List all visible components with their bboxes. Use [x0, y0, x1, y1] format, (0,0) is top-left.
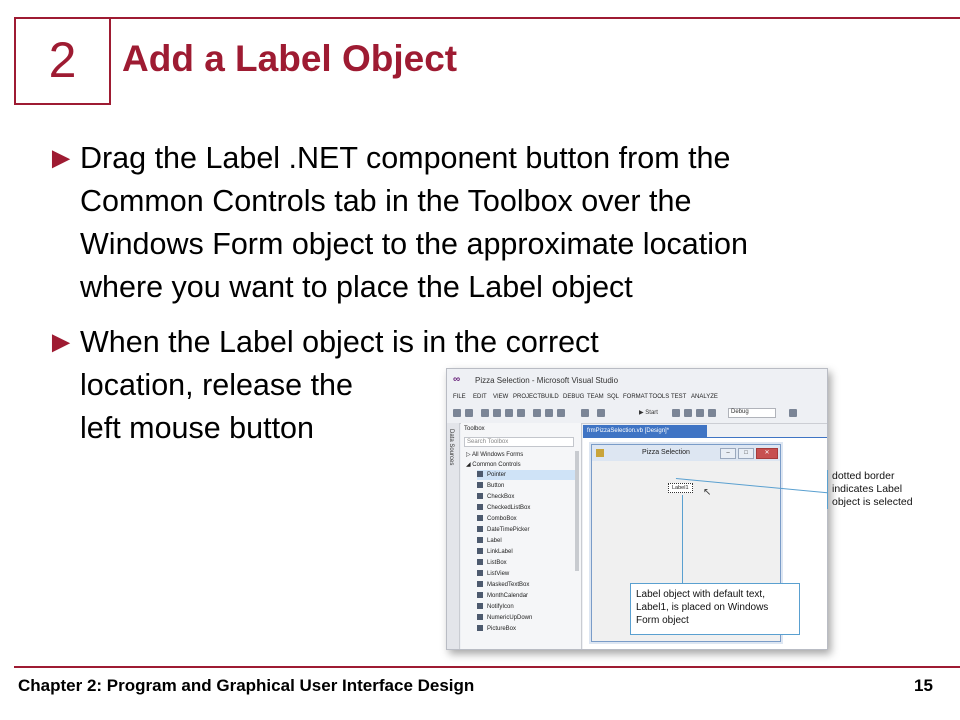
menu-debug[interactable]: DEBUG: [563, 394, 585, 400]
toolbox-search-input[interactable]: Search Toolbox: [464, 437, 574, 447]
label-icon: [477, 537, 483, 543]
toolbox-panel: [461, 423, 582, 649]
data-sources-label: Data Sources: [448, 429, 454, 466]
listbox-icon: [477, 559, 483, 565]
toolbox-item-notifyicon[interactable]: [477, 602, 575, 612]
toolbox-item-checkedlistbox[interactable]: [477, 503, 575, 513]
bullet-2-line-3: left mouse button: [80, 411, 314, 445]
save-all-icon[interactable]: [517, 409, 525, 417]
data-sources-tab[interactable]: [447, 423, 460, 649]
forward-icon[interactable]: [465, 409, 473, 417]
bullet-1-line-1: Drag the Label .NET component button from the: [80, 141, 731, 175]
cut-icon[interactable]: [533, 409, 541, 417]
menu-tools[interactable]: TOOLS: [649, 394, 670, 400]
toolbox-item-label: MonthCalendar: [487, 593, 529, 599]
bullet-1: [46, 137, 926, 309]
bullet-marker-icon: ►: [46, 141, 77, 175]
form-titlebar: [592, 445, 780, 461]
maskedtextbox-icon: [477, 581, 483, 587]
menu-format[interactable]: FORMAT: [623, 394, 648, 400]
find-icon[interactable]: [789, 409, 797, 417]
toolbox-item-datetimepicker[interactable]: [477, 525, 575, 535]
toolbox-item-label: NotifyIcon: [487, 604, 514, 610]
windows-form[interactable]: [591, 444, 781, 642]
toolbox-item-label: Pointer: [487, 472, 507, 478]
chapter-number: 2: [48, 32, 77, 88]
menu-project[interactable]: PROJECT: [513, 394, 542, 400]
menu-build[interactable]: BUILD: [541, 394, 559, 400]
pointer-icon: [477, 471, 483, 477]
notifyicon-icon: [477, 603, 483, 609]
toolbox-item-linklabel[interactable]: [477, 547, 575, 557]
paste-icon[interactable]: [557, 409, 565, 417]
page-number: 15: [914, 676, 933, 695]
toolbox-item-label: Button: [487, 483, 505, 489]
toolbox-item-label: NumericUpDown: [487, 615, 533, 621]
maximize-icon[interactable]: □: [738, 448, 754, 459]
bullet-1-line-2: Common Controls tab in the Toolbox over the: [80, 184, 692, 218]
vs-menu-bar: [447, 391, 827, 405]
toolbox-item-label: CheckedListBox: [487, 505, 531, 511]
vs-window-title: Pizza Selection - Microsoft Visual Studio: [475, 376, 619, 385]
toolbox-item-pointer[interactable]: [477, 470, 575, 480]
datetimepicker-icon: [477, 526, 483, 532]
picturebox-icon: [477, 625, 483, 631]
stop-icon[interactable]: [684, 409, 692, 417]
bullet-marker-icon: ►: [46, 325, 77, 359]
linklabel-icon: [477, 548, 483, 554]
bullet-2-line-2: location, release the: [80, 368, 353, 402]
undo-icon[interactable]: [581, 409, 589, 417]
toolbox-item-label: DateTimePicker: [487, 527, 530, 533]
start-button[interactable]: ▶ Start: [639, 410, 658, 416]
footer-rule: [14, 666, 960, 668]
visual-studio-logo-icon: ∞: [453, 374, 461, 385]
toolbox-item-label: ListView: [487, 571, 510, 577]
menu-team[interactable]: TEAM: [587, 394, 604, 400]
monthcalendar-icon: [477, 592, 483, 598]
callout-label-default-text: Label object with default text, Label1, is placed on Windows Form object: [630, 583, 800, 635]
toolbox-item-label: ComboBox: [487, 516, 517, 522]
close-icon[interactable]: ✕: [756, 448, 778, 459]
form-designer-surface: [583, 437, 827, 650]
new-project-icon[interactable]: [481, 409, 489, 417]
form-icon: [596, 449, 604, 457]
bullet-1-line-3: Windows Form object to the approximate location: [80, 227, 748, 261]
toolbox-scrollbar[interactable]: [575, 451, 579, 571]
save-icon[interactable]: [505, 409, 513, 417]
menu-view[interactable]: VIEW: [493, 394, 509, 400]
menu-edit[interactable]: EDIT: [473, 394, 487, 400]
chapter-box: [14, 17, 111, 105]
pause-icon[interactable]: [672, 409, 680, 417]
toolbox-item-label-control[interactable]: [477, 536, 575, 546]
toolbox-item-picturebox[interactable]: [477, 624, 575, 634]
menu-file[interactable]: FILE: [453, 394, 466, 400]
callout-connector: [682, 495, 683, 583]
toolbox-item-label: LinkLabel: [487, 549, 513, 555]
numericupdown-icon: [477, 614, 483, 620]
step-icon[interactable]: [708, 409, 716, 417]
toolbox-item-listbox[interactable]: [477, 558, 575, 568]
redo-icon[interactable]: [597, 409, 605, 417]
form-title: Pizza Selection: [642, 449, 690, 456]
open-icon[interactable]: [493, 409, 501, 417]
toolbox-item-combobox[interactable]: [477, 514, 575, 524]
solution-config-select[interactable]: Debug: [728, 408, 776, 418]
toolbox-title: Toolbox: [464, 426, 485, 432]
top-rule: [14, 17, 960, 19]
back-icon[interactable]: [453, 409, 461, 417]
footer-chapter-title: Chapter 2: Program and Graphical User Interface Design: [18, 676, 475, 695]
copy-icon[interactable]: [545, 409, 553, 417]
toolbox-item-numericupdown[interactable]: [477, 613, 575, 623]
toolbox-category-common[interactable]: ◢ Common Controls: [466, 462, 521, 468]
listview-icon: [477, 570, 483, 576]
vs-toolbar: [447, 405, 827, 424]
mouse-pointer-icon: ↖: [703, 487, 712, 498]
toolbox-category-all[interactable]: ▷ All Windows Forms: [466, 452, 524, 458]
checkbox-icon: [477, 493, 483, 499]
button-icon: [477, 482, 483, 488]
toolbox-item-button[interactable]: [477, 481, 575, 491]
toolbox-item-label: MaskedTextBox: [487, 582, 530, 588]
combobox-icon: [477, 515, 483, 521]
checkedlistbox-icon: [477, 504, 483, 510]
restart-icon[interactable]: [696, 409, 704, 417]
toolbox-item-monthcalendar[interactable]: [477, 591, 575, 601]
slide-title: Add a Label Object: [122, 38, 458, 79]
tab-form-designer[interactable]: frmPizzaSelection.vb [Design]*: [583, 425, 707, 437]
toolbox-item-label: PictureBox: [487, 626, 517, 632]
toolbox-item-label: CheckBox: [487, 494, 515, 500]
toolbox-item-maskedtextbox[interactable]: [477, 580, 575, 590]
toolbox-item-label: ListBox: [487, 560, 507, 566]
visual-studio-screenshot: [446, 368, 828, 650]
minimize-icon[interactable]: –: [720, 448, 736, 459]
label1-object[interactable]: Label1: [668, 483, 693, 493]
toolbox-item-listview[interactable]: [477, 569, 575, 579]
bullet-1-line-4: where you want to place the Label object: [80, 270, 633, 304]
toolbox-item-label: Label: [487, 538, 502, 544]
menu-test[interactable]: TEST: [671, 394, 687, 400]
menu-analyze[interactable]: ANALYZE: [691, 394, 718, 400]
toolbox-item-checkbox[interactable]: [477, 492, 575, 502]
vs-titlebar: [447, 369, 827, 391]
bullet-2-line-1: When the Label object is in the correct: [80, 325, 599, 359]
menu-sql[interactable]: SQL: [607, 394, 620, 400]
callout-dotted-border: dotted border indicates Label object is selected: [827, 470, 930, 509]
